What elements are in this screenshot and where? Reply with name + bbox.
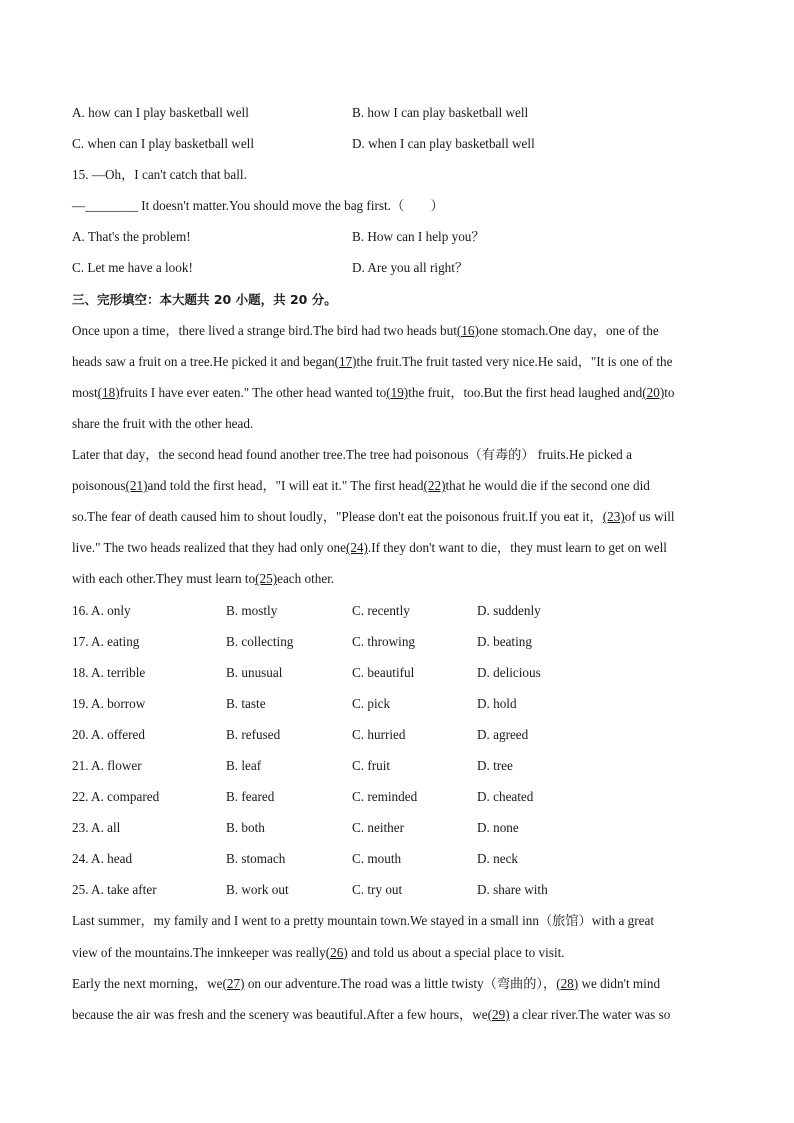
exam-page (72, 97, 722, 1030)
passage-text: the fruit，too.But the first head laughed and (408, 384, 643, 400)
passage-1-line (72, 501, 722, 532)
q15-options-row-2 (72, 252, 722, 283)
passage-text: with each other.They must learn to (72, 571, 256, 587)
q14-option-c: C. when can I play basketball well (72, 136, 255, 152)
passage-text: and told us about a special place to visit. (347, 944, 565, 960)
choice-c: C. throwing (352, 633, 416, 649)
choice-d: D. delicious (477, 664, 541, 680)
choice-c: C. fruit (352, 757, 391, 773)
choice-c: C. hurried (352, 726, 406, 742)
passage-text: and told the first head，"I will eat it." The first head (147, 478, 424, 494)
passage-2-line (72, 905, 722, 936)
passage-text: a clear river.The water was so (509, 1006, 671, 1022)
blank-18: (18) (97, 384, 120, 400)
choice-d: D. share with (477, 882, 548, 898)
passage-text: that he would die if the second one did (445, 478, 650, 494)
choice-b: B. stomach (226, 851, 286, 867)
passage-1-line (72, 315, 722, 346)
blank-27: (27) (222, 975, 245, 991)
q14-option-d: D. when I can play basketball well (352, 136, 535, 152)
passage-text: on our adventure.The road was a little twisty（弯曲的）， (244, 975, 557, 991)
q15-option-d: D. Are you all right？ (352, 260, 469, 276)
choice-row-19 (72, 688, 722, 719)
choice-c: C. mouth (352, 851, 402, 867)
passage-2-line (72, 968, 722, 999)
choice-c: C. pick (352, 695, 391, 711)
blank-28: (28) (556, 975, 579, 991)
passage-text: we didn't mind (578, 975, 661, 991)
choice-b: B. taste (226, 695, 266, 711)
passage-text: Once upon a time，there lived a strange bird.The bird had two heads but (72, 322, 457, 338)
passage-text: to (664, 384, 675, 400)
choice-row-21 (72, 750, 722, 781)
passage-text: view of the mountains.The innkeeper was really (72, 944, 326, 960)
choice-d: D. beating (477, 633, 532, 649)
passage-text: each other. (277, 571, 335, 587)
blank-17: (17) (334, 353, 357, 369)
passage-text: heads saw a fruit on a tree.He picked it and began (72, 353, 335, 369)
passage-2-line (72, 937, 722, 968)
choice-c: C. reminded (352, 789, 418, 805)
choice-row-24 (72, 843, 722, 874)
choice-d: D. tree (477, 757, 513, 773)
passage-text: so.The fear of death caused him to shout loudly，"Please don't eat the poisonous fruit.If you eat it， (72, 509, 603, 525)
q15-option-c: C. Let me have a look! (72, 260, 193, 276)
choice-row-25 (72, 874, 722, 905)
passage-1-line (72, 563, 722, 594)
choice-c: C. beautiful (352, 664, 415, 680)
passage-1-line (72, 408, 722, 439)
blank-19: (19) (386, 384, 409, 400)
passage-1-line (72, 470, 722, 501)
passage-1-line (72, 532, 722, 563)
choice-b: B. unusual (226, 664, 283, 680)
blank-25: (25) (255, 571, 278, 587)
q15-response-line (72, 190, 722, 221)
passage-2-line (72, 999, 722, 1030)
q15-response-text: It doesn't matter.You should move the bag first.（ ） (137, 198, 444, 214)
choice-d: D. agreed (477, 726, 529, 742)
blank-29: (29) (487, 1006, 510, 1022)
choice-a: 25. A. take after (72, 882, 157, 898)
choice-row-16 (72, 595, 722, 626)
choice-row-17 (72, 626, 722, 657)
choice-row-23 (72, 812, 722, 843)
q14-option-b: B. how I can play basketball well (352, 105, 529, 120)
passage-text: one stomach.One day，one of the (478, 322, 659, 338)
choice-c: C. try out (352, 882, 403, 898)
choice-a: 19. A. borrow (72, 695, 146, 711)
choice-d: D. suddenly (477, 602, 541, 618)
passage-text: of us will (624, 509, 675, 525)
choice-a: 16. A. only (72, 602, 131, 618)
choice-b: B. leaf (226, 757, 262, 773)
choice-d: D. neck (477, 851, 519, 867)
passage-text: poisonous (72, 478, 126, 494)
choice-a: 24. A. head (72, 851, 133, 867)
blank-22: (22) (423, 478, 446, 494)
q14-options-row-1 (72, 97, 722, 128)
choice-b: B. work out (226, 882, 289, 898)
section-3-heading: 三、完形填空：本大题共 20 小题，共 20 分。 (72, 291, 337, 307)
blank-16: (16) (456, 322, 479, 338)
blank-21: (21) (125, 478, 148, 494)
choice-b: B. refused (226, 726, 281, 742)
blank-20: (20) (642, 384, 665, 400)
q15-question: 15. —Oh，I can't catch that ball. (72, 167, 247, 183)
passage-text: Later that day，the second head found another tree.The tree had poisonous（有毒的） fruits.He picked a (72, 447, 632, 463)
passage-text: the fruit.The fruit tasted very nice.He said，"It is one of the (356, 353, 673, 369)
passage-text: because the air was fresh and the scenery was beautiful.After a few hours，we (72, 1006, 488, 1022)
q14-options-row-2 (72, 128, 722, 159)
choice-c: C. recently (352, 602, 410, 618)
choice-a: 17. A. eating (72, 633, 140, 649)
choice-b: B. feared (226, 789, 275, 805)
passage-1-line (72, 439, 722, 470)
passage-text: most (72, 384, 98, 400)
blank-24: (24) (345, 540, 368, 556)
q15-options-row-1 (72, 221, 722, 252)
choice-a: 18. A. terrible (72, 664, 146, 680)
blank-26: (26) (325, 944, 348, 960)
q15-option-a: A. That's the problem! (72, 229, 191, 245)
choice-row-22 (72, 781, 722, 812)
passage-text: Early the next morning，we (72, 975, 223, 991)
choice-row-18 (72, 657, 722, 688)
choice-a: 21. A. flower (72, 757, 142, 773)
q14-option-a: A. how can I play basketball well (72, 105, 249, 120)
blank-23: (23) (602, 509, 625, 525)
choice-row-20 (72, 719, 722, 750)
choice-c: C. neither (352, 820, 405, 836)
q15-answer-blank: ________ (85, 198, 138, 214)
passage-text: fruits I have ever eaten." The other head wanted to (119, 384, 387, 400)
choice-b: B. collecting (226, 633, 294, 649)
passage-text: share the fruit with the other head. (72, 415, 254, 431)
passage-text: live." The two heads realized that they had only one (72, 540, 346, 556)
choice-a: 20. A. offered (72, 726, 146, 742)
choice-d: D. cheated (477, 789, 534, 805)
q15-option-b: B. How can I help you？ (352, 229, 485, 245)
choice-b: B. mostly (226, 602, 278, 618)
q15-dash: — (72, 198, 86, 214)
passage-text: Last summer，my family and I went to a pretty mountain town.We stayed in a small inn（旅馆）with a great (72, 913, 654, 929)
choice-b: B. both (226, 820, 265, 836)
passage-text: .If they don't want to die，they must learn to get on well (367, 540, 667, 556)
choice-d: D. hold (477, 695, 517, 711)
passage-1-line (72, 377, 722, 408)
choice-a: 23. A. all (72, 820, 121, 836)
choice-a: 22. A. compared (72, 789, 160, 805)
choice-d: D. none (477, 820, 519, 836)
passage-1-line (72, 346, 722, 377)
